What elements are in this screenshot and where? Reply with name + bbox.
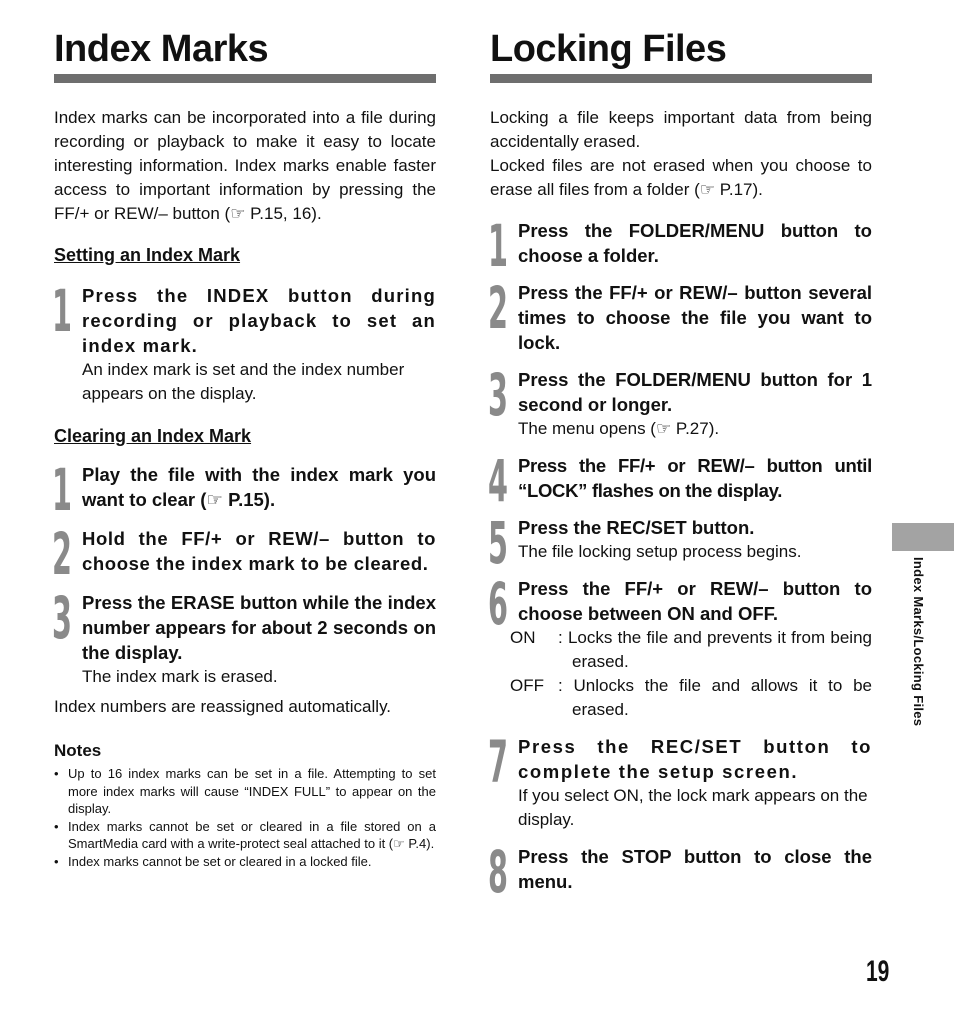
setting-index-mark-heading: Setting an Index Mark [54,245,241,265]
clearing-index-mark-heading: Clearing an Index Mark [54,426,252,446]
step-number: 1 [52,456,72,524]
clearing-step-1 [52,456,436,524]
lock-options [510,626,872,722]
step-number: 1 [488,212,508,280]
step-number: 4 [488,447,508,515]
step-title: Press the FOLDER/MENU button to choose a folder. [518,220,872,266]
setting-step-1 [52,277,436,406]
option-text: : Locks the file and prevents it from being erased. [558,628,872,671]
step-title: Press the INDEX button during recording or playback to set an index mark. [82,285,436,356]
title-rule [54,74,436,83]
option-off [510,674,872,722]
option-key: ON [510,628,536,647]
locking-step-5 [488,509,872,577]
locking-step-3 [488,361,872,441]
step-number: 8 [488,838,508,906]
page-number: 19 [866,955,890,988]
clearing-step-2 [52,520,436,588]
locking-step-2 [488,274,872,355]
step-title: Press the REC/SET button. [518,517,755,538]
option-on [510,626,872,674]
locking-step-1 [488,212,872,280]
step-title: Press the REC/SET button to complete the setup screen. [518,736,872,782]
index-marks-intro: Index marks can be incorporated into a file during recording or playback to make it easy to locate interesting information. Index marks enable faster access to important information by pressing the FF/+ or REW/– button (☞ P.15, 16). [54,108,436,223]
notes-list [54,765,436,870]
step-number: 3 [488,361,508,429]
step-number: 7 [488,728,508,796]
note-item: • Up to 16 index marks can be set in a file. Attempting to set more index marks will cause “INDEX FULL” to appear on the display. [54,765,436,818]
title-rule [490,74,872,83]
locking-step-6 [488,570,872,722]
option-key: OFF [510,676,544,695]
step-title: Hold the FF/+ or REW/– button to choose the index mark to be cleared. [82,528,436,574]
side-section-label: Index Marks/Locking Files [911,557,926,727]
option-text: : Unlocks the file and allows it to be erased. [558,676,872,719]
step-title: Play the file with the index mark you want to clear (☞ P.15). [82,464,436,510]
locking-step-4 [488,447,872,515]
locking-step-8 [488,838,872,906]
step-description: If you select ON, the lock mark appears on the display. [518,786,868,829]
step-number: 3 [52,584,72,652]
step-description: An index mark is set and the index number appears on the display. [82,360,405,403]
step-number: 5 [488,509,508,577]
step-number: 2 [488,274,508,342]
index-marks-section [54,26,436,870]
step-description: The index mark is erased. [82,667,278,686]
step-number: 6 [488,570,508,638]
step-title: Press the STOP button to close the menu. [518,846,872,892]
locking-intro-2: Locked files are not erased when you choose to erase all files from a folder (☞ P.17). [490,156,872,199]
step-description: The menu opens (☞ P.27). [518,419,720,438]
step-description: The file locking setup process begins. [518,542,802,561]
step-number: 2 [52,520,72,588]
step-title: Press the FF/+ or REW/– button to choose between ON and OFF. [518,578,872,624]
step-title: Press the FF/+ or REW/– button until “LOCK” flashes on the display. [518,455,872,501]
section-title-index-marks: Index Marks [54,28,269,70]
step-number: 1 [52,277,72,345]
locking-intro-1: Locking a file keeps important data from being accidentally erased. [490,108,872,151]
step-title: Press the FOLDER/MENU button for 1 second or longer. [518,369,872,415]
note-item: • Index marks cannot be set or cleared in a locked file. [54,853,436,871]
side-tab-marker [892,523,954,551]
reassign-note: Index numbers are reassigned automatically. [54,697,392,716]
step-title: Press the FF/+ or REW/– button several times to choose the file you want to lock. [518,282,872,353]
step-title: Press the ERASE button while the index number appears for about 2 seconds on the display. [82,592,436,663]
locking-step-7 [488,728,872,832]
note-item: • Index marks cannot be set or cleared in a file stored on a SmartMedia card with a write-protect seal attached to it (☞ P.4). [54,818,436,853]
clearing-step-3 [52,584,436,689]
notes-heading: Notes [54,741,102,760]
section-title-locking-files: Locking Files [490,28,727,70]
locking-files-section [488,26,872,906]
